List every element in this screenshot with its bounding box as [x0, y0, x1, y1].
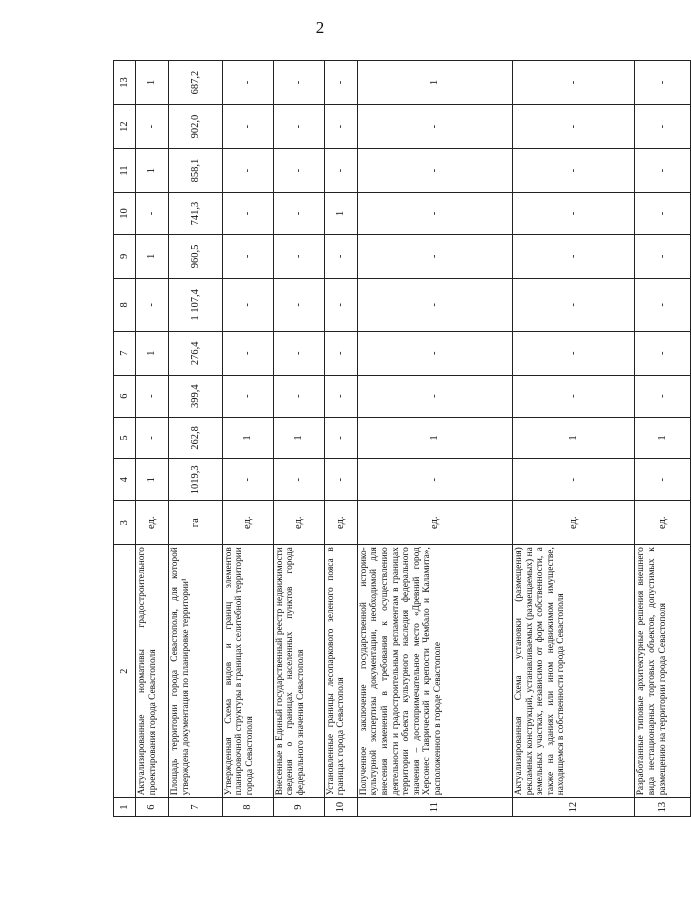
indicator-name-cell: Актуализированная Схема установки (размещения) рекламных конструкций, устанавливаемых (размещаемых) на земельных участках, независимо от форм собственности, а также на зданиях или ином недвижимом имуществе, находящемся в собственности города Севастополя: [513, 545, 635, 798]
value-cell: 1: [136, 331, 169, 375]
value-cell: -: [273, 193, 324, 235]
column-header: 13: [114, 61, 136, 105]
value-cell: 262,8: [169, 417, 222, 459]
value-cell: -: [273, 61, 324, 105]
value-cell: 1: [222, 417, 273, 459]
value-cell: -: [273, 105, 324, 149]
table-container: [113, 60, 691, 817]
table-row: [513, 61, 635, 817]
value-cell: -: [222, 459, 273, 501]
unit-cell: ед.: [357, 501, 512, 545]
value-cell: -: [273, 278, 324, 331]
value-cell: -: [222, 375, 273, 417]
value-cell: 399,4: [169, 375, 222, 417]
row-number-cell: 12: [513, 798, 635, 817]
column-header: 1: [114, 798, 136, 817]
value-cell: -: [324, 417, 357, 459]
value-cell: -: [513, 193, 635, 235]
value-cell: -: [324, 278, 357, 331]
column-header: 4: [114, 459, 136, 501]
table-row: [222, 61, 273, 817]
column-header: 3: [114, 501, 136, 545]
value-cell: -: [635, 375, 691, 417]
value-cell: -: [324, 331, 357, 375]
value-cell: 1: [635, 417, 691, 459]
value-cell: -: [635, 105, 691, 149]
value-cell: -: [273, 331, 324, 375]
value-cell: -: [357, 234, 512, 278]
value-cell: -: [273, 375, 324, 417]
value-cell: 858,1: [169, 149, 222, 193]
value-cell: -: [635, 278, 691, 331]
value-cell: -: [324, 61, 357, 105]
value-cell: 1: [357, 61, 512, 105]
value-cell: -: [136, 278, 169, 331]
row-number-cell: 9: [273, 798, 324, 817]
value-cell: -: [513, 149, 635, 193]
value-cell: -: [635, 234, 691, 278]
table-row: [136, 61, 169, 817]
indicator-name-cell: Площадь территории города Севастополя, для которой утверждена документация по планировке территории¹: [169, 545, 222, 798]
value-cell: 1019,3: [169, 459, 222, 501]
value-cell: -: [635, 459, 691, 501]
table-row: [357, 61, 512, 817]
value-cell: -: [222, 105, 273, 149]
value-cell: 902,0: [169, 105, 222, 149]
table-row: [273, 61, 324, 817]
row-number-cell: 8: [222, 798, 273, 817]
value-cell: 276,4: [169, 331, 222, 375]
unit-cell: ед.: [222, 501, 273, 545]
value-cell: -: [513, 278, 635, 331]
indicator-name-cell: Разработанные типовые архитектурные решения внешнего вида нестационарных торговых объектов, допустимых к размещению на территории города Севастополя: [635, 545, 691, 798]
value-cell: 741,3: [169, 193, 222, 235]
column-number-row: [114, 61, 136, 817]
column-header: 9: [114, 234, 136, 278]
value-cell: -: [222, 234, 273, 278]
column-header: 8: [114, 278, 136, 331]
value-cell: 1: [357, 417, 512, 459]
column-header: 5: [114, 417, 136, 459]
indicators-table: [113, 60, 691, 817]
value-cell: -: [513, 459, 635, 501]
value-cell: 1: [513, 417, 635, 459]
value-cell: -: [357, 278, 512, 331]
unit-cell: ед.: [273, 501, 324, 545]
row-number-cell: 10: [324, 798, 357, 817]
value-cell: -: [273, 459, 324, 501]
value-cell: -: [635, 149, 691, 193]
value-cell: 1: [136, 61, 169, 105]
column-header: 11: [114, 149, 136, 193]
column-header: 6: [114, 375, 136, 417]
scan-artifact: [62, 820, 102, 834]
value-cell: 1: [136, 459, 169, 501]
row-number-cell: 6: [136, 798, 169, 817]
value-cell: -: [357, 375, 512, 417]
value-cell: 1: [273, 417, 324, 459]
column-header: 7: [114, 331, 136, 375]
value-cell: -: [513, 105, 635, 149]
unit-cell: ед.: [635, 501, 691, 545]
table-row: [635, 61, 691, 817]
value-cell: -: [513, 234, 635, 278]
value-cell: 1 107,4: [169, 278, 222, 331]
value-cell: -: [357, 105, 512, 149]
value-cell: -: [324, 105, 357, 149]
indicator-name-cell: Полученное заключение государственной историко-культурной экспертизы документации, необходимой для внесения изменений в требования к осуществлению деятельности и градостроительным регламентам в границах территории объекта культурного наследия федерального значения – достопримечательное место «Древний город Херсонес Таврический и крепости Чембало и Каламита», расположенного в городе Севастополе: [357, 545, 512, 798]
value-cell: -: [222, 193, 273, 235]
unit-cell: ед.: [324, 501, 357, 545]
row-number-cell: 13: [635, 798, 691, 817]
unit-cell: га: [169, 501, 222, 545]
column-header: 2: [114, 545, 136, 798]
value-cell: 1: [136, 149, 169, 193]
value-cell: -: [357, 459, 512, 501]
indicator-name-cell: Установленные границы лесопаркового зеленого пояса в границах города Севастополя: [324, 545, 357, 798]
indicator-name-cell: Актуализированные нормативы градостроительного проектирования города Севастополя: [136, 545, 169, 798]
value-cell: -: [324, 149, 357, 193]
row-number-cell: 11: [357, 798, 512, 817]
value-cell: 1: [136, 234, 169, 278]
row-number-cell: 7: [169, 798, 222, 817]
indicator-name-cell: Внесенные в Единый государственный реестр недвижимости сведения о границах населенных пунктов города федерального значения Севастополя: [273, 545, 324, 798]
value-cell: -: [513, 61, 635, 105]
value-cell: -: [136, 417, 169, 459]
unit-cell: ед.: [513, 501, 635, 545]
value-cell: -: [273, 234, 324, 278]
value-cell: -: [136, 105, 169, 149]
value-cell: -: [357, 331, 512, 375]
table-row: [169, 61, 222, 817]
value-cell: 1: [324, 193, 357, 235]
table-row: [324, 61, 357, 817]
value-cell: 687,2: [169, 61, 222, 105]
value-cell: -: [635, 331, 691, 375]
unit-cell: ед.: [136, 501, 169, 545]
value-cell: -: [324, 375, 357, 417]
value-cell: -: [273, 149, 324, 193]
indicator-name-cell: Утвержденная Схема видов и границ элементов планировочной структуры в границах селитебной территории города Севастополя: [222, 545, 273, 798]
value-cell: -: [324, 459, 357, 501]
value-cell: -: [324, 234, 357, 278]
value-cell: -: [222, 149, 273, 193]
value-cell: -: [513, 331, 635, 375]
value-cell: -: [222, 278, 273, 331]
column-header: 12: [114, 105, 136, 149]
value-cell: -: [357, 193, 512, 235]
value-cell: -: [513, 375, 635, 417]
value-cell: -: [635, 193, 691, 235]
value-cell: -: [222, 331, 273, 375]
column-header: 10: [114, 193, 136, 235]
value-cell: -: [357, 149, 512, 193]
value-cell: -: [222, 61, 273, 105]
value-cell: -: [136, 193, 169, 235]
value-cell: 960,5: [169, 234, 222, 278]
page-number: 2: [315, 18, 325, 37]
value-cell: -: [635, 61, 691, 105]
value-cell: -: [136, 375, 169, 417]
